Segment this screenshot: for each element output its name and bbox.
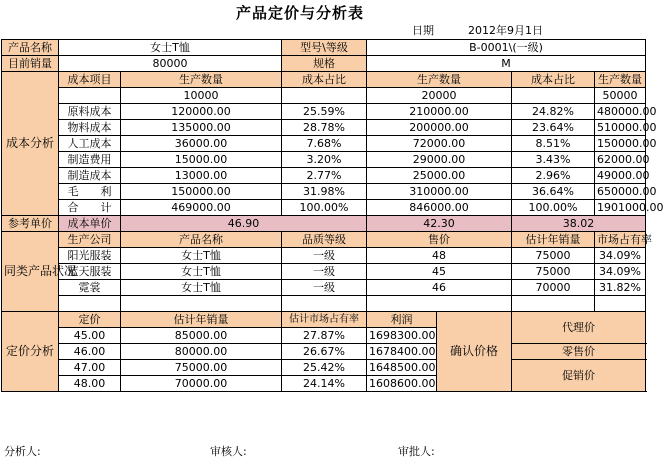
cost-value-2[interactable]: 72000.00 bbox=[367, 136, 512, 152]
promo-price-label: 促销价 bbox=[512, 360, 646, 392]
profit-value[interactable]: 1678400.00 bbox=[367, 344, 437, 360]
est-share-value[interactable]: 25.42% bbox=[282, 360, 367, 376]
cost-row bbox=[2, 184, 646, 200]
cost-value-1[interactable]: 469000.00 bbox=[121, 200, 282, 216]
cost-value-3[interactable]: 510000.00 bbox=[595, 120, 646, 136]
competitor-sales[interactable]: 75000 bbox=[512, 248, 595, 264]
qty-header-2: 生产数量 bbox=[367, 72, 512, 88]
competitor-product[interactable]: 女士T恤 bbox=[121, 280, 282, 296]
empty-cell[interactable] bbox=[512, 296, 595, 312]
cost-item-name: 制造费用 bbox=[59, 152, 121, 168]
cost-item-name: 制造成本 bbox=[59, 168, 121, 184]
current-sales-label: 目前销量 bbox=[2, 56, 59, 72]
empty-cell[interactable] bbox=[595, 296, 646, 312]
cost-ratio-1: 2.77% bbox=[282, 168, 367, 184]
cost-ratio-1: 3.20% bbox=[282, 152, 367, 168]
price-value[interactable]: 47.00 bbox=[59, 360, 121, 376]
cost-value-2[interactable]: 846000.00 bbox=[367, 200, 512, 216]
cost-ratio-1: 7.68% bbox=[282, 136, 367, 152]
competitor-grade[interactable]: 一级 bbox=[282, 280, 367, 296]
competitor-sales[interactable]: 70000 bbox=[512, 280, 595, 296]
quantity-1[interactable]: 10000 bbox=[121, 88, 282, 104]
cost-ratio-1: 100.00% bbox=[282, 200, 367, 216]
sheet-title: 产品定价与分析表 bbox=[235, 4, 364, 22]
unit-cost-3: 38.02 bbox=[512, 216, 646, 232]
ratio-header-1: 成本占比 bbox=[282, 72, 367, 88]
competitor-price[interactable]: 46 bbox=[367, 280, 512, 296]
cost-item-name: 原料成本 bbox=[59, 104, 121, 120]
cost-value-1[interactable]: 13000.00 bbox=[121, 168, 282, 184]
cost-ratio-2: 36.64% bbox=[512, 184, 595, 200]
cost-value-3[interactable]: 650000.00 bbox=[595, 184, 646, 200]
cost-item-header: 成本项目 bbox=[59, 72, 121, 88]
date-label: 日期 bbox=[412, 24, 434, 37]
cost-item-blank bbox=[59, 88, 121, 104]
competitor-share[interactable]: 34.09% bbox=[595, 264, 646, 280]
profit-value[interactable]: 1648500.00 bbox=[367, 360, 437, 376]
spec-label: 规格 bbox=[282, 56, 367, 72]
cost-row bbox=[2, 152, 646, 168]
cost-value-2[interactable]: 210000.00 bbox=[367, 104, 512, 120]
est-sales-header: 估计年销量 bbox=[121, 312, 282, 328]
price-value[interactable]: 45.00 bbox=[59, 328, 121, 344]
empty-cell[interactable] bbox=[282, 296, 367, 312]
cost-row bbox=[2, 168, 646, 184]
cost-value-1[interactable]: 150000.00 bbox=[121, 184, 282, 200]
est-sales-value[interactable]: 70000.00 bbox=[121, 376, 282, 392]
pricing-row bbox=[2, 344, 646, 360]
grade-header: 品质等级 bbox=[282, 232, 367, 248]
est-sales-value[interactable]: 85000.00 bbox=[121, 328, 282, 344]
competitor-row-empty bbox=[2, 296, 646, 312]
company-header: 生产公司 bbox=[59, 232, 121, 248]
profit-header: 利润 bbox=[367, 312, 437, 328]
est-share-value[interactable]: 26.67% bbox=[282, 344, 367, 360]
competitor-row bbox=[2, 264, 646, 280]
est-share-header: 估计市场占有率 bbox=[282, 312, 367, 328]
competitor-row bbox=[2, 248, 646, 264]
agent-price-label: 代理价 bbox=[512, 312, 646, 344]
est-sales-value[interactable]: 80000.00 bbox=[121, 344, 282, 360]
similar-section-label: 同类产品状况 bbox=[2, 232, 59, 312]
cost-value-1[interactable]: 120000.00 bbox=[121, 104, 282, 120]
ratio-blank-1 bbox=[282, 88, 367, 104]
cost-value-2[interactable]: 310000.00 bbox=[367, 184, 512, 200]
empty-cell[interactable] bbox=[367, 296, 512, 312]
competitor-product[interactable]: 女士T恤 bbox=[121, 248, 282, 264]
quantity-2[interactable]: 20000 bbox=[367, 88, 512, 104]
cost-row bbox=[2, 104, 646, 120]
current-sales-cell[interactable]: 80000 bbox=[59, 56, 282, 72]
reviewer-label: 审核人: bbox=[210, 445, 247, 458]
competitor-row bbox=[2, 280, 646, 296]
price-header: 售价 bbox=[367, 232, 512, 248]
unit-cost-1: 46.90 bbox=[121, 216, 367, 232]
competitor-company[interactable]: 阳光服装 bbox=[59, 248, 121, 264]
qty-header-1: 生产数量 bbox=[121, 72, 282, 88]
cost-value-2[interactable]: 25000.00 bbox=[367, 168, 512, 184]
price-value[interactable]: 46.00 bbox=[59, 344, 121, 360]
product-name-cell[interactable]: 女士T恤 bbox=[59, 40, 282, 56]
market-share-header: 市场占有率 bbox=[595, 232, 646, 248]
cost-value-1[interactable]: 36000.00 bbox=[121, 136, 282, 152]
cost-value-3[interactable]: 480000.00 bbox=[595, 104, 646, 120]
cost-ratio-2: 100.00% bbox=[512, 200, 595, 216]
model-grade-label: 型号\等级 bbox=[282, 40, 367, 56]
est-share-value[interactable]: 27.87% bbox=[282, 328, 367, 344]
pricing-row bbox=[2, 360, 646, 376]
cost-ratio-2: 23.64% bbox=[512, 120, 595, 136]
cost-ratio-2: 2.96% bbox=[512, 168, 595, 184]
unit-cost-label: 成本单价 bbox=[59, 216, 121, 232]
unit-cost-2: 42.30 bbox=[367, 216, 512, 232]
retail-price-label: 零售价 bbox=[512, 344, 646, 360]
cost-value-3[interactable]: 49000.00 bbox=[595, 168, 646, 184]
cost-section-label: 成本分析 bbox=[2, 72, 59, 216]
date-value: 2012年9月1日 bbox=[468, 24, 543, 37]
est-sales-value[interactable]: 75000.00 bbox=[121, 360, 282, 376]
cost-value-1[interactable]: 135000.00 bbox=[121, 120, 282, 136]
competitor-grade[interactable]: 一级 bbox=[282, 264, 367, 280]
price-value[interactable]: 48.00 bbox=[59, 376, 121, 392]
spec-cell[interactable]: M bbox=[367, 56, 646, 72]
competitor-price[interactable]: 45 bbox=[367, 264, 512, 280]
competitor-price[interactable]: 48 bbox=[367, 248, 512, 264]
profit-value[interactable]: 1608600.00 bbox=[367, 376, 437, 392]
product-name-label: 产品名称 bbox=[2, 40, 59, 56]
empty-cell[interactable] bbox=[59, 296, 121, 312]
est-share-value[interactable]: 24.14% bbox=[282, 376, 367, 392]
cost-item-name: 物料成本 bbox=[59, 120, 121, 136]
qty-header-3: 生产数量 bbox=[595, 72, 646, 88]
competitor-company[interactable]: 蓝天服装 bbox=[59, 264, 121, 280]
cost-ratio-1: 31.98% bbox=[282, 184, 367, 200]
cost-value-2[interactable]: 29000.00 bbox=[367, 152, 512, 168]
ref-price-label: 参考单价 bbox=[2, 216, 59, 232]
competitor-grade[interactable]: 一级 bbox=[282, 248, 367, 264]
cost-row bbox=[2, 200, 646, 216]
cost-item-name: 合 计 bbox=[59, 200, 121, 216]
cost-item-name: 毛 利 bbox=[59, 184, 121, 200]
price-col-header: 定价 bbox=[59, 312, 121, 328]
cost-value-3[interactable]: 150000.00 bbox=[595, 136, 646, 152]
cost-ratio-1: 28.78% bbox=[282, 120, 367, 136]
annual-sales-header: 估计年销量 bbox=[512, 232, 595, 248]
cost-ratio-2: 3.43% bbox=[512, 152, 595, 168]
cost-value-3[interactable]: 1901000.00 bbox=[595, 200, 646, 216]
cost-row bbox=[2, 120, 646, 136]
profit-value[interactable]: 1698300.00 bbox=[367, 328, 437, 344]
competitor-product[interactable]: 女士T恤 bbox=[121, 264, 282, 280]
cost-value-2[interactable]: 200000.00 bbox=[367, 120, 512, 136]
cost-row bbox=[2, 136, 646, 152]
empty-cell[interactable] bbox=[121, 296, 282, 312]
cost-ratio-1: 25.59% bbox=[282, 104, 367, 120]
competitor-company[interactable]: 霓裳 bbox=[59, 280, 121, 296]
pricing-analysis-table bbox=[1, 39, 664, 392]
analyst-label: 分析人: bbox=[4, 445, 41, 458]
ratio-header-2: 成本占比 bbox=[512, 72, 595, 88]
cost-value-3[interactable]: 62000.00 bbox=[595, 152, 646, 168]
competitor-sales[interactable]: 75000 bbox=[512, 264, 595, 280]
confirm-price-label: 确认价格 bbox=[437, 312, 512, 392]
model-grade-cell[interactable]: B-0001\(一级) bbox=[367, 40, 646, 56]
approver-label: 审批人: bbox=[398, 445, 435, 458]
pricing-section-label: 定价分析 bbox=[2, 312, 59, 392]
ratio-blank-2 bbox=[512, 88, 595, 104]
cost-item-name: 人工成本 bbox=[59, 136, 121, 152]
competitor-share[interactable]: 34.09% bbox=[595, 248, 646, 264]
quantity-3[interactable]: 50000 bbox=[595, 88, 646, 104]
competitor-share[interactable]: 31.82% bbox=[595, 280, 646, 296]
cost-ratio-2: 8.51% bbox=[512, 136, 595, 152]
cost-value-1[interactable]: 15000.00 bbox=[121, 152, 282, 168]
cost-ratio-2: 24.82% bbox=[512, 104, 595, 120]
product-header: 产品名称 bbox=[121, 232, 282, 248]
